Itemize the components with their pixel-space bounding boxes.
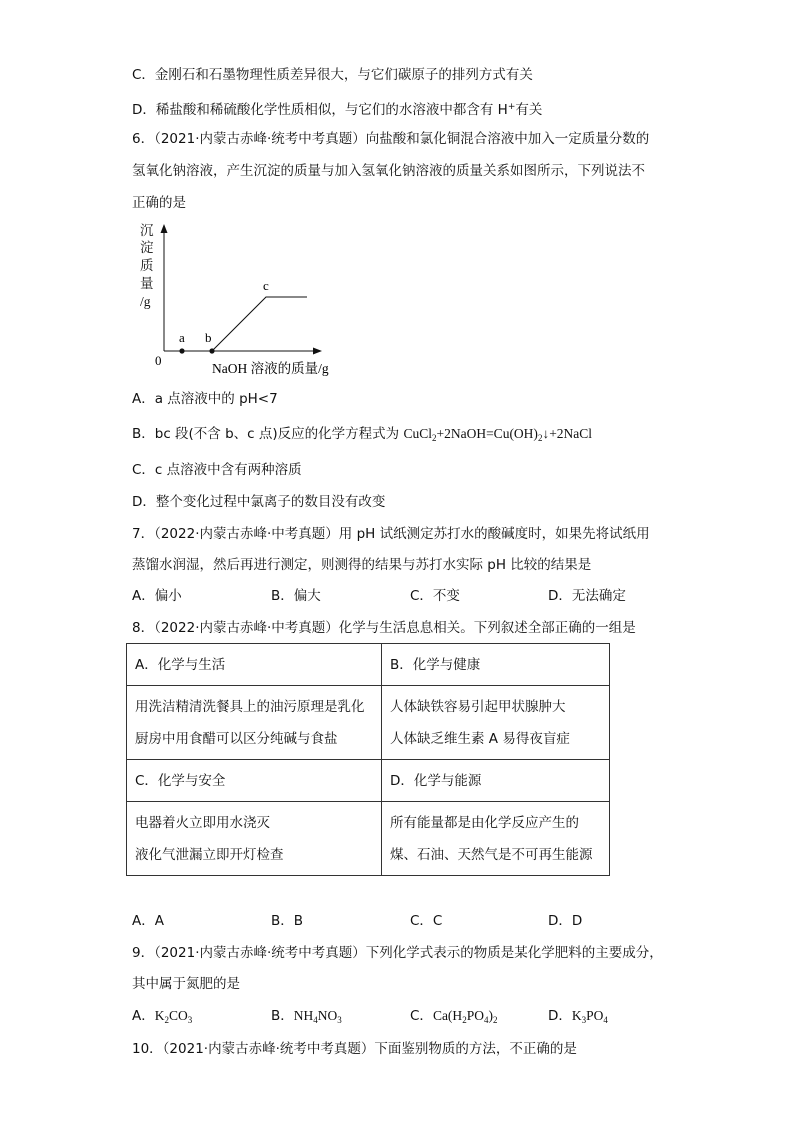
ylabel-char-3: 质 xyxy=(140,258,154,273)
y-axis-arrow xyxy=(161,224,168,233)
x-axis-arrow xyxy=(313,348,322,355)
q6-graph-ylabel xyxy=(140,223,154,309)
q6-graph xyxy=(130,220,350,380)
q5-option-d xyxy=(132,97,542,120)
q10-stem: 10．（2021·内蒙古赤峰·统考中考真题）下面鉴别物质的方法，不正确的是 xyxy=(132,1041,577,1057)
q8-stem: 8．（2022·内蒙古赤峰·中考真题）化学与生活息息相关。下列叙述全部正确的一组是 xyxy=(132,620,636,636)
eq-part-1: CuCl xyxy=(403,426,432,441)
point-b-label: b xyxy=(205,330,212,345)
q6-option-b-text: B．bc 段(不含 b、c 点)反应的化学方程式为 xyxy=(132,426,404,442)
q6-stem-line3: 正确的是 xyxy=(132,195,186,211)
q9-option-c: C．$Ca(H_2PO_4)_2$ xyxy=(410,1008,498,1025)
q5-option-d-text: D．稀盐酸和稀硫酸化学性质相似，与它们的水溶液中都含有 H xyxy=(132,102,508,118)
point-b-dot xyxy=(209,348,214,353)
q8-cell-b-body: 人体缺铁容易引起甲状腺肿大 人体缺乏维生素 A 易得夜盲症 xyxy=(382,686,610,760)
q8-table xyxy=(126,643,610,876)
q7-stem-line2: 蒸馏水润湿，然后再进行测定，则测得的结果与苏打水实际 pH 比较的结果是 xyxy=(132,557,592,573)
q9-stem-line2: 其中属于氮肥的是 xyxy=(132,976,240,992)
ylabel-char-1: 沉 xyxy=(140,223,154,238)
ylabel-char-2: 淀 xyxy=(140,240,154,255)
ylabel-char-4: 量 xyxy=(140,276,154,291)
q6-stem-line2: 氢氧化钠溶液，产生沉淀的质量与加入氢氧化钠溶液的质量关系如图所示，下列说法不 xyxy=(132,163,645,179)
q6-stem-line1: 6．（2021·内蒙古赤峰·统考中考真题）向盐酸和氯化铜混合溶液中加入一定质量分数的 xyxy=(132,131,650,147)
q5-option-d-sup: + xyxy=(507,102,516,112)
q5-option-c: C．金刚石和石墨物理性质差异很大，与它们碳原子的排列方式有关 xyxy=(132,67,533,83)
q7-option-c: C．不变 xyxy=(410,588,460,604)
q9-option-d: D．$K_3PO_4$ xyxy=(548,1008,608,1025)
eq-part-3: ↓+2NaCl xyxy=(542,426,593,441)
q8-cell-a-head: A．化学与生活 xyxy=(127,644,382,686)
point-a-dot xyxy=(179,348,184,353)
q9-stem-line1: 9．（2021·内蒙古赤峰·统考中考真题）下列化学式表示的物质是某化学肥料的主要成分， xyxy=(132,945,663,961)
q8-option-b: B．B xyxy=(271,913,304,929)
q8-option-a: A．A xyxy=(132,913,164,929)
q9-option-a: A．$K_2CO_3$ xyxy=(132,1008,193,1025)
q6-option-a: A．a 点溶液中的 pH<7 xyxy=(132,391,278,407)
q8-cell-c-body: 电器着火立即用水浇灭 液化气泄漏立即开灯检查 xyxy=(127,802,382,876)
eq-part-2: +2NaOH=Cu(OH) xyxy=(436,426,538,441)
q8-cell-a-body: 用洗洁精清洗餐具上的油污原理是乳化 厨房中用食醋可以区分纯碱与食盐 xyxy=(127,686,382,760)
q6-curve xyxy=(182,297,307,351)
q6-option-b xyxy=(132,424,592,448)
point-a-label: a xyxy=(179,330,185,345)
q8-option-c: C．C xyxy=(410,913,443,929)
q5-option-d-end: 有关 xyxy=(515,102,543,118)
q7-stem-line1: 7．（2022·内蒙古赤峰·中考真题）用 pH 试纸测定苏打水的酸碱度时，如果先将试纸用 xyxy=(132,526,650,542)
q8-cell-d-body: 所有能量都是由化学反应产生的 煤、石油、天然气是不可再生能源 xyxy=(382,802,610,876)
eq-sub-2: 2 xyxy=(537,433,543,443)
q8-cell-d-head: D．化学与能源 xyxy=(382,760,610,802)
q6-option-b-equation xyxy=(403,426,592,441)
q9-option-b: B．$NH_4NO_3$ xyxy=(271,1008,342,1025)
ylabel-char-5: /g xyxy=(140,294,151,309)
q8-option-d: D．D xyxy=(548,913,583,929)
q7-option-b: B．偏大 xyxy=(271,588,321,604)
q6-option-d: D．整个变化过程中氯离子的数目没有改变 xyxy=(132,494,386,510)
origin-label: 0 xyxy=(155,353,162,368)
eq-sub-1: 2 xyxy=(431,433,437,443)
q7-option-d: D．无法确定 xyxy=(548,588,626,604)
point-c-label: c xyxy=(263,278,269,293)
q8-cell-b-head: B．化学与健康 xyxy=(382,644,610,686)
q8-cell-c-head: C．化学与安全 xyxy=(127,760,382,802)
x-axis-label: NaOH 溶液的质量/g xyxy=(212,361,329,376)
q6-option-c: C．c 点溶液中含有两种溶质 xyxy=(132,462,302,478)
q7-option-a: A．偏小 xyxy=(132,588,182,604)
